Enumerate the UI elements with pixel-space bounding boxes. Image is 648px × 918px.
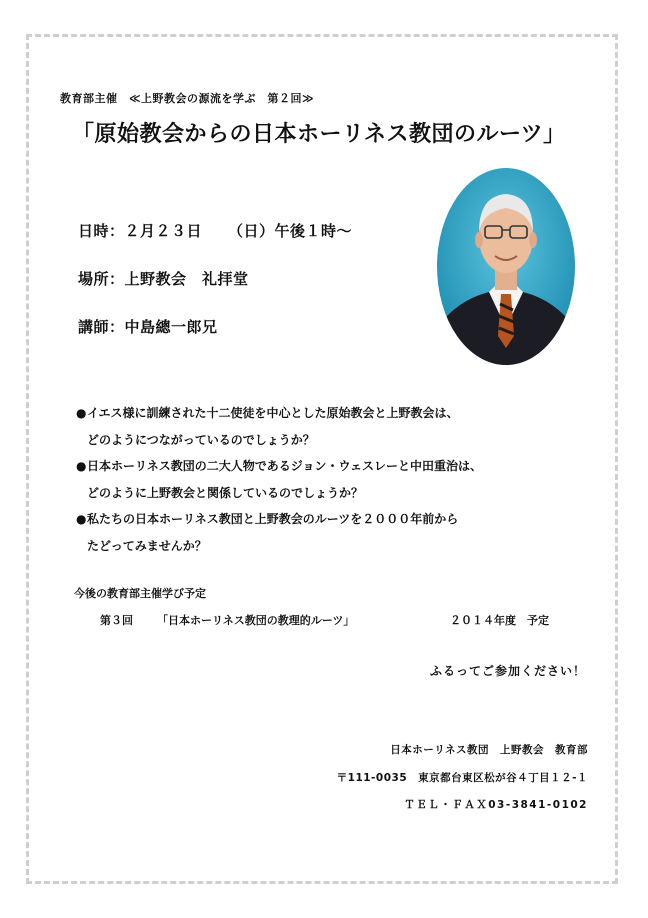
event-lecturer: 講師：中島總一郎兄 — [78, 318, 218, 336]
event-date-main: 日時：２月２３日 — [78, 222, 203, 240]
bullet-item-continuation: どのように上野教会と関係しているのでしょうか？ — [87, 485, 364, 500]
bullet-mark: ● — [76, 512, 87, 526]
event-date-time: （日）午後１時～ — [228, 222, 353, 240]
invitation-text: ふるってご参加ください！ — [429, 664, 586, 678]
lecturer-portrait — [437, 168, 575, 365]
event-date — [78, 220, 352, 241]
event-place: 場所：上野教会 礼拝堂 — [78, 270, 249, 288]
address: 〒111-0035 東京都台東区松が谷４丁目１２-１ — [336, 772, 588, 784]
bullet-item: ●日本ホーリネス教団の二大人物であるジョン・ウェスレーと中田重治は、 — [76, 453, 482, 480]
schedule-when: ２０１４年度 予定 — [450, 614, 549, 627]
schedule-title: 今後の教育部主催学び予定 — [74, 587, 206, 600]
schedule-name: 「日本ホーリネス教団の教理的ルーツ」 — [157, 614, 355, 627]
bullet-list — [76, 400, 482, 559]
bullet-mark: ● — [76, 459, 87, 473]
bullet-mark: ● — [76, 406, 87, 420]
schedule-number: 第３回 — [100, 614, 133, 627]
bullet-item-continuation: たどってみませんか？ — [87, 538, 207, 553]
schedule-row — [100, 612, 549, 628]
bullet-item-continuation: どのようにつながっているのでしょうか？ — [87, 432, 315, 447]
bullet-item: ●私たちの日本ホーリネス教団と上野教会のルーツを２０００年前から — [76, 506, 482, 533]
event-header: 教育部主催 ≪上野教会の源流を学ぶ 第２回≫ — [60, 92, 315, 105]
bullet-item: ●イエス様に訓練された十二使徒を中心とした原始教会と上野教会は、 — [76, 400, 482, 427]
event-title: 「原始教会からの日本ホーリネス教団のルーツ」 — [72, 122, 566, 147]
phone-fax: ＴＥＬ・ＦＡＸ03-3841-0102 — [404, 799, 588, 811]
organizer: 日本ホーリネス教団 上野教会 教育部 — [390, 744, 588, 756]
